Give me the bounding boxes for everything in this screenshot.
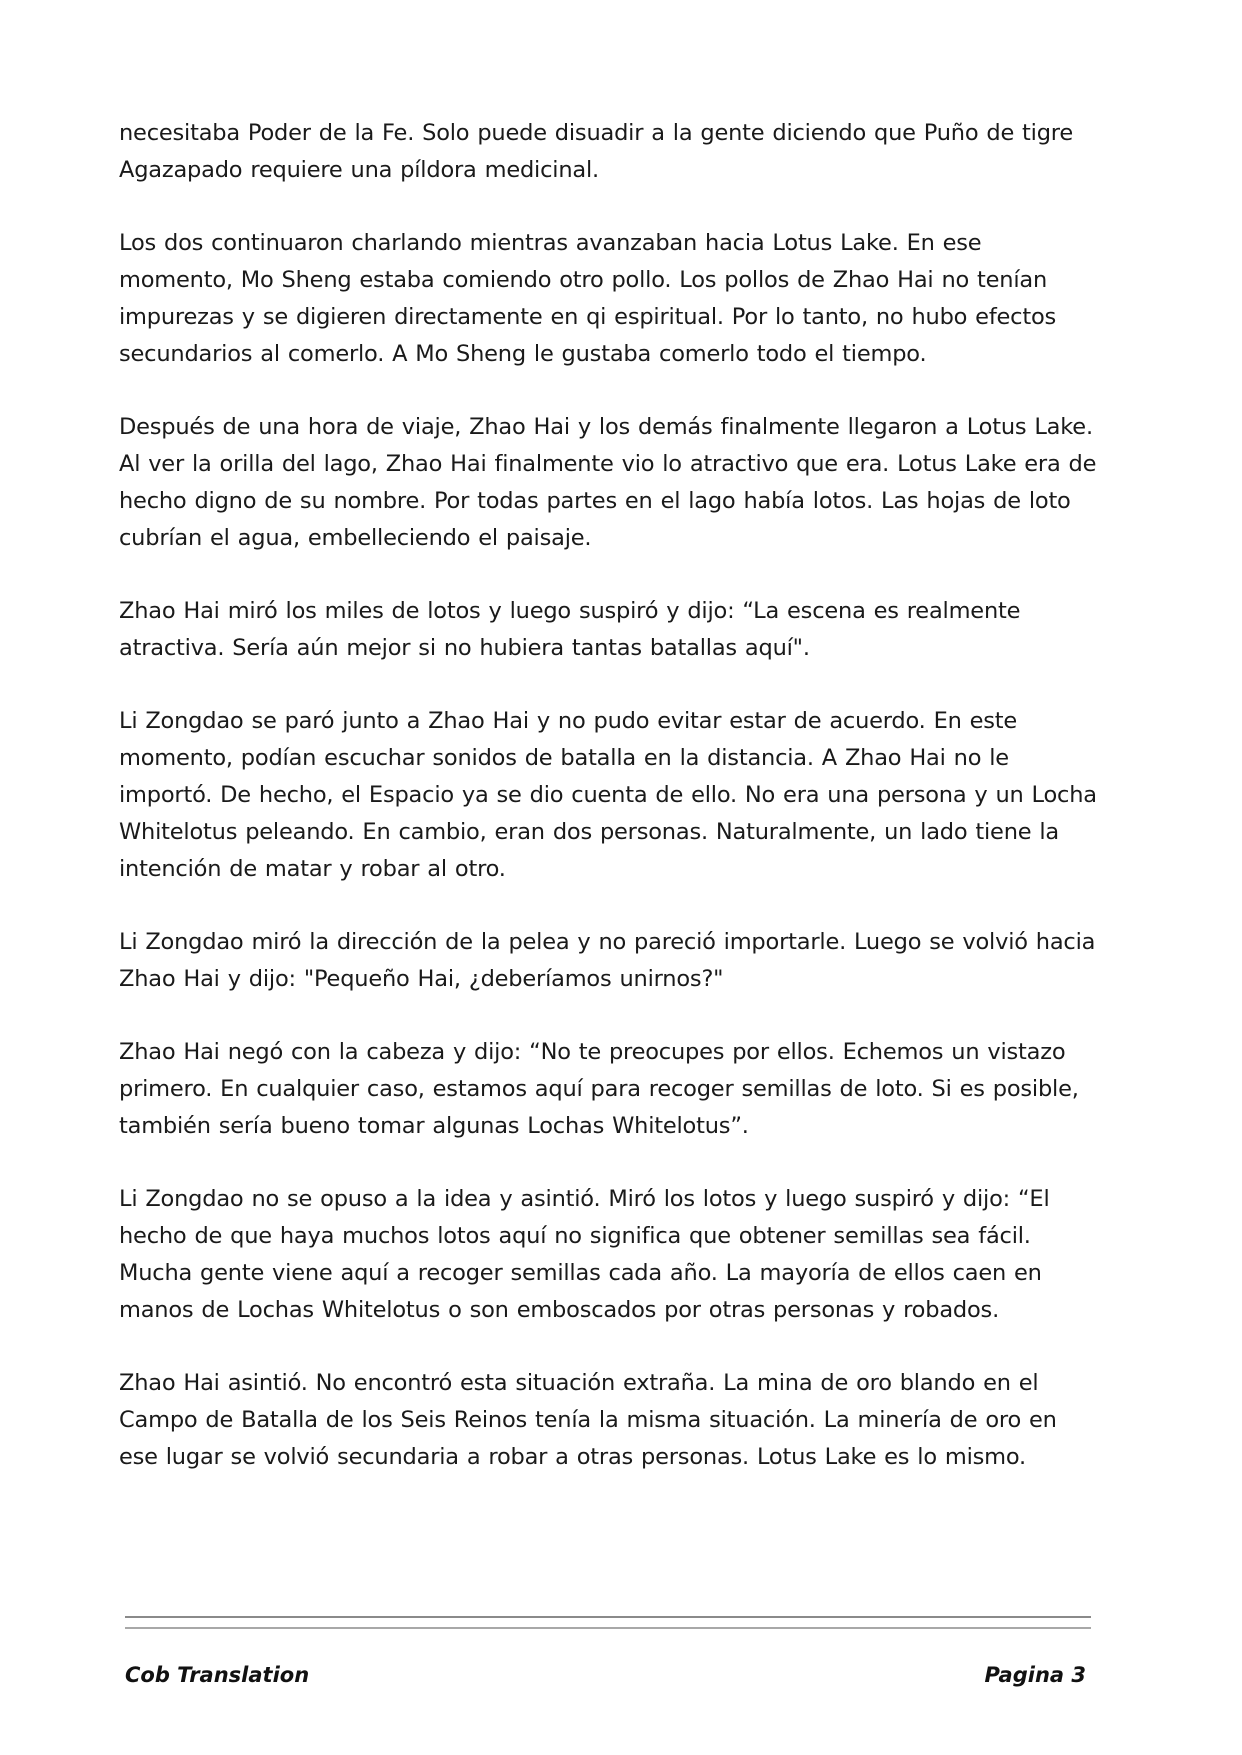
footer-divider — [125, 1627, 1091, 1629]
footer-credit: Cob Translation — [125, 1663, 310, 1687]
footer-divider — [125, 1616, 1091, 1618]
paragraph: Después de una hora de viaje, Zhao Hai y los demás finalmente llegaron a Lotus Lake. Al ver la orilla del lago, Zhao Hai finalmente vio lo atractivo que era. Lotus Lake era de hecho digno de su nombre. Por todas partes en el lago había lotos. Las hojas de loto cubrían el agua, embelleciendo el paisaje. — [119, 414, 1097, 551]
paragraph: Li Zongdao no se opuso a la idea y asintió. Miró los lotos y luego suspiró y dijo: “El hecho de que haya muchos lotos aquí no significa que obtener semillas sea fácil. Mucha gente viene aquí a recoger semillas cada año. La mayoría de ellos caen en manos de Lochas Whitelotus o son emboscados por otras personas y robados. — [119, 1186, 1050, 1323]
paragraph: necesitaba Poder de la Fe. Solo puede disuadir a la gente diciendo que Puño de tigre Agazapado requiere una píldora medicinal. — [119, 120, 1073, 183]
paragraph: Zhao Hai miró los miles de lotos y luego suspiró y dijo: “La escena es realmente atractiva. Sería aún mejor si no hubiera tantas batallas aquí". — [119, 598, 1021, 661]
paragraph: Li Zongdao miró la dirección de la pelea y no pareció importarle. Luego se volvió hacia Zhao Hai y dijo: "Pequeño Hai, ¿deberíamos unirnos?" — [119, 929, 1096, 992]
page-number: Pagina 3 — [984, 1663, 1086, 1687]
paragraph: Los dos continuaron charlando mientras avanzaban hacia Lotus Lake. En ese momento, Mo Sheng estaba comiendo otro pollo. Los pollos de Zhao Hai no tenían impurezas y se digieren directamente en qi espiritual. Por lo tanto, no hubo efectos secundarios al comerlo. A Mo Sheng le gustaba comerlo todo el tiempo. — [119, 230, 1057, 367]
page-body — [119, 115, 1099, 1512]
paragraph: Zhao Hai asintió. No encontró esta situación extraña. La mina de oro blando en el Campo de Batalla de los Seis Reinos tenía la misma situación. La minería de oro en ese lugar se volvió secundaria a robar a otras personas. Lotus Lake es lo mismo. — [119, 1370, 1057, 1470]
paragraph: Zhao Hai negó con la cabeza y dijo: “No te preocupes por ellos. Echemos un vistazo primero. En cualquier caso, estamos aquí para recoger semillas de loto. Si es posible, también sería bueno tomar algunas Lochas Whitelotus”. — [119, 1039, 1079, 1139]
paragraph: Li Zongdao se paró junto a Zhao Hai y no pudo evitar estar de acuerdo. En este momento, podían escuchar sonidos de batalla en la distancia. A Zhao Hai no le importó. De hecho, el Espacio ya se dio cuenta de ello. No era una persona y un Locha Whitelotus peleando. En cambio, eran dos personas. Naturalmente, un lado tiene la intención de matar y robar al otro. — [119, 708, 1097, 882]
